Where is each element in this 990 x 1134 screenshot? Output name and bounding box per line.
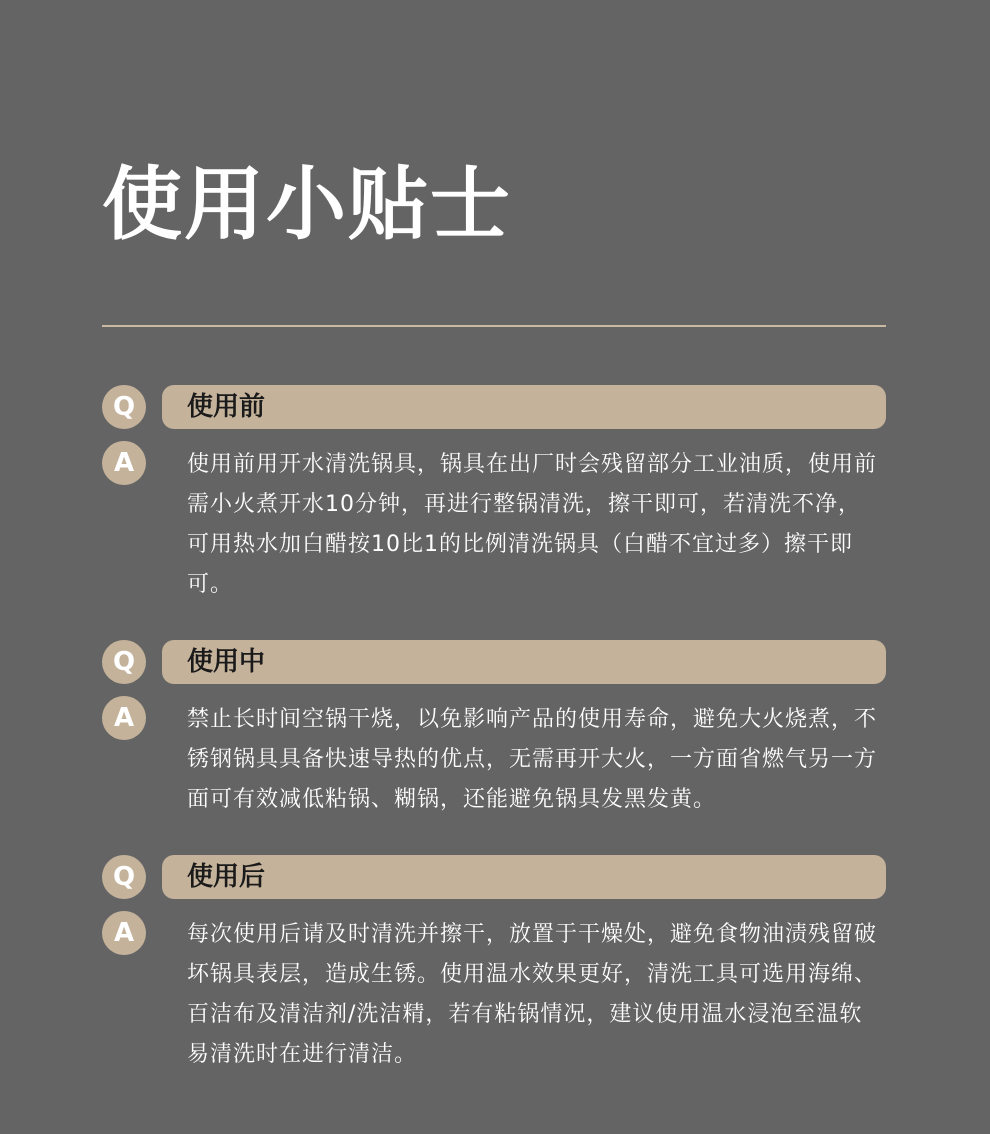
page-title: 使用小贴士 (102, 158, 512, 251)
answer-text: 每次使用后请及时清洗并擦干，放置于干燥处，避免食物油渍残留破坏锅具表层，造成生锈。使用温水效果更好，清洗工具可选用海绵、百洁布及清洁剂/洗洁精，若有粘锅情况，建议使用温水浸泡至温软易清洗时在进行清洁。 (187, 922, 878, 1067)
question-text: 使用中 (187, 647, 266, 677)
answer-badge: A (102, 441, 146, 485)
question-bar (162, 640, 886, 684)
question-bar (162, 385, 886, 429)
title-divider (102, 325, 886, 327)
answer-text: 禁止长时间空锅干烧，以免影响产品的使用寿命，避免大火烧煮，不锈钢锅具具备快速导热的优点，无需再开大火，一方面省燃气另一方面可有效减低粘锅、糊锅，还能避免锅具发黑发黄。 (187, 707, 878, 812)
question-badge: Q (102, 855, 146, 899)
answer-text: 使用前用开水清洗锅具，锅具在出厂时会残留部分工业油质，使用前需小火煮开水10分钟，再进行整锅清洗，擦干即可，若清洗不净，可用热水加白醋按10比1的比例清洗锅具（白醋不宜过多）擦干即可。 (187, 452, 878, 597)
question-badge: Q (102, 385, 146, 429)
question-badge: Q (102, 640, 146, 684)
question-text: 使用后 (187, 862, 266, 892)
question-bar (162, 855, 886, 899)
answer-badge: A (102, 696, 146, 740)
answer-badge: A (102, 911, 146, 955)
question-text: 使用前 (187, 392, 266, 422)
